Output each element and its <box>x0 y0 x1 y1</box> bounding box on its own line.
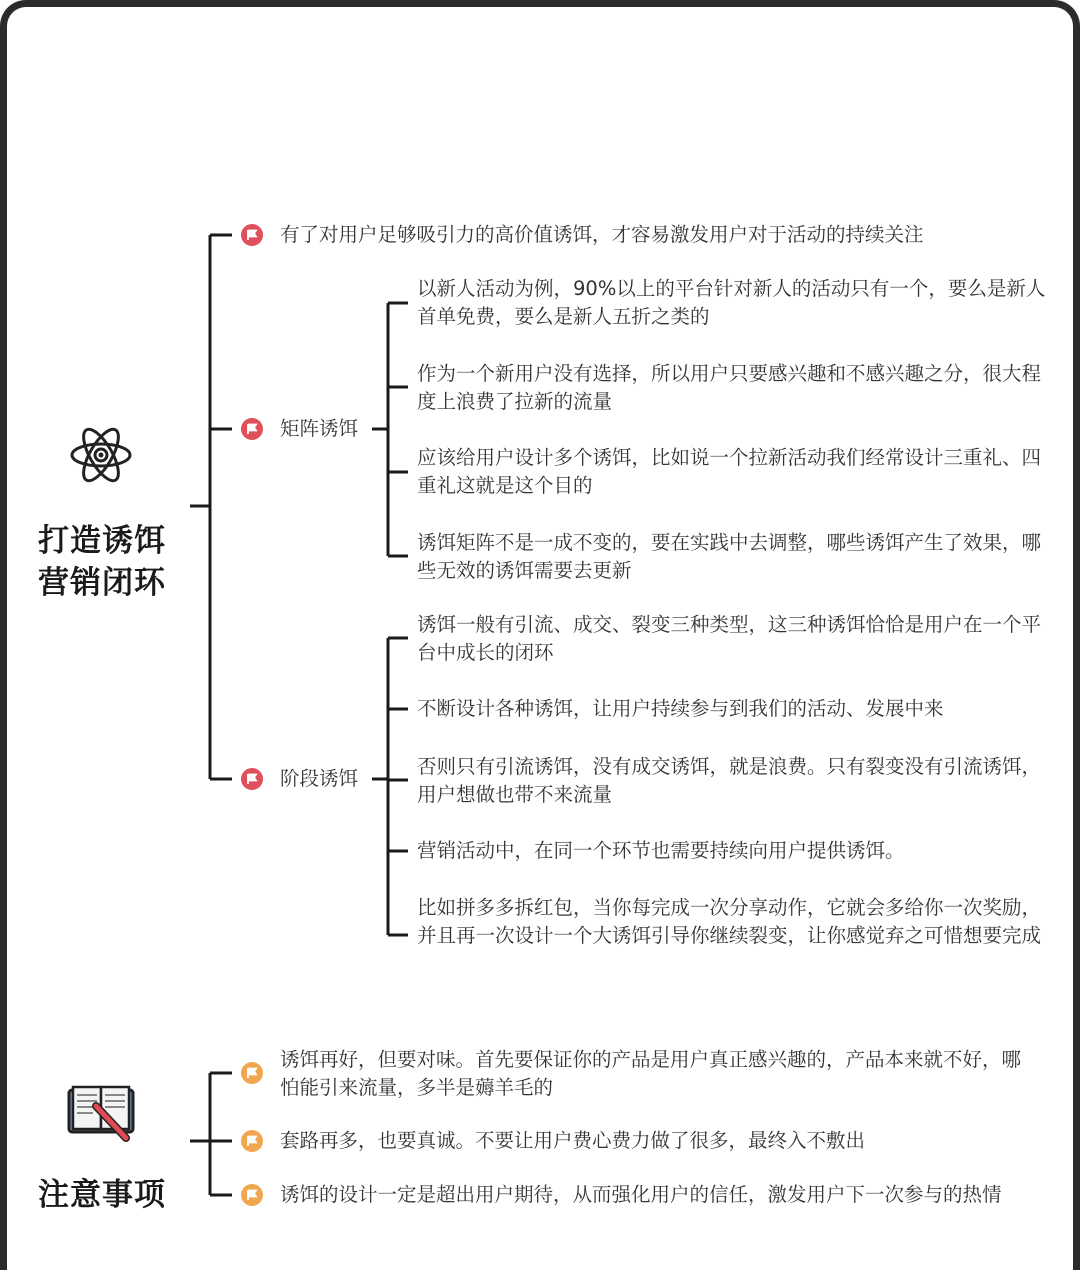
flag-icon <box>241 224 263 246</box>
flag-icon <box>241 1184 263 1206</box>
flag-icon <box>241 1130 263 1152</box>
flag-icon <box>241 1062 263 1084</box>
branch-stage-bait: 阶段诱饵 <box>280 767 359 790</box>
note-item: 诱饵的设计一定是超出用户期待，从而强化用户的信任，激发用户下一次参与的热情 <box>280 1183 1002 1206</box>
flag-icon <box>241 418 263 440</box>
note-item: 诱饵再好，但要对味。首先要保证你的产品是用户真正感兴趣的，产品本来就不好，哪怕能引来流量，多半是薅羊毛的 <box>280 1048 1022 1099</box>
branch-high-value-bait: 有了对用户足够吸引力的高价值诱饵，才容易激发用户对于活动的持续关注 <box>280 223 924 246</box>
matrix-bait-point: 应该给用户设计多个诱饵，比如说一个拉新活动我们经常设计三重礼、四重礼这就是这个目的 <box>417 446 1042 497</box>
stage-bait-point: 比如拼多多拆红包，当你每完成一次分享动作，它就会多给你一次奖励，并且再一次设计一个大诱饵引导你继续裂变，让你感觉弃之可惜想要完成 <box>417 896 1042 947</box>
stage-bait-point: 不断设计各种诱饵，让用户持续参与到我们的活动、发展中来 <box>417 697 944 720</box>
stage-bait-point: 否则只有引流诱饵，没有成交诱饵，就是浪费。只有裂变没有引流诱饵，用户想做也带不来流量 <box>417 755 1042 806</box>
atom-icon <box>70 422 132 488</box>
note-item: 套路再多，也要真诚。不要让用户费心费力做了很多，最终入不敷出 <box>280 1129 866 1152</box>
matrix-bait-point: 作为一个新用户没有选择，所以用户只要感兴趣和不感兴趣之分，很大程度上浪费了拉新的流量 <box>417 362 1042 413</box>
matrix-bait-point: 诱饵矩阵不是一成不变的，要在实践中去调整，哪些诱饵产生了效果，哪些无效的诱饵需要去更新 <box>417 531 1042 582</box>
stage-bait-point: 诱饵一般有引流、成交、裂变三种类型，这三种诱饵恰恰是用户在一个平台中成长的闭环 <box>417 613 1042 664</box>
book-icon <box>66 1082 138 1144</box>
stage-bait-point: 营销活动中，在同一个环节也需要持续向用户提供诱饵。 <box>417 839 905 862</box>
branch-matrix-bait: 矩阵诱饵 <box>280 417 359 440</box>
flag-icon <box>241 768 263 790</box>
notes-title: 注意事项 <box>38 1177 166 1213</box>
main-topic-title-line2: 营销闭环 <box>38 565 166 601</box>
matrix-bait-point: 以新人活动为例，90%以上的平台针对新人的活动只有一个，要么是新人首单免费，要么是新人五折之类的 <box>417 277 1046 328</box>
main-topic-title-line1: 打造诱饵 <box>38 523 166 559</box>
